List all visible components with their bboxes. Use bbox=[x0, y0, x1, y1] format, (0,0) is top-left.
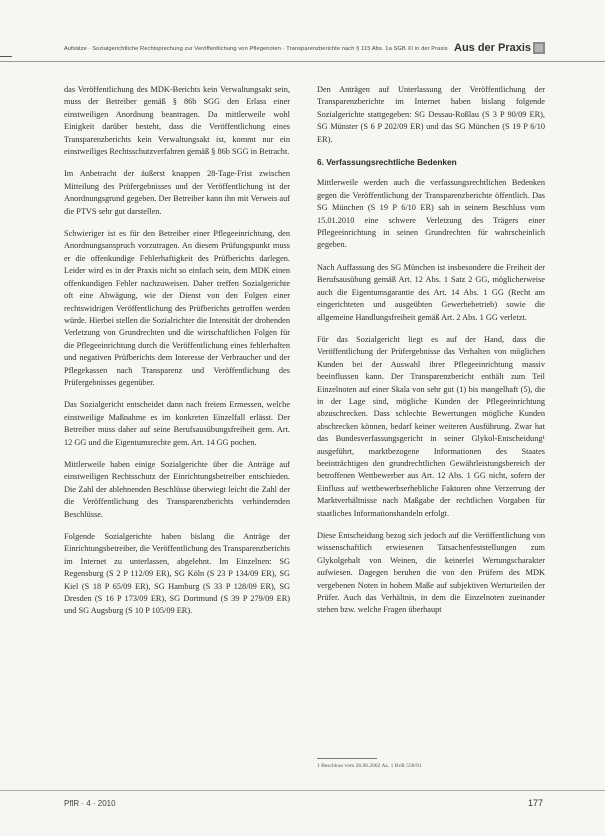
paragraph: das Veröffentlichung des MDK-Berichts kein Verwaltungsakt sein, muss der Betreiber gemäß § 86b SGG den Erlass einer einstweiligen Anordnung beantragen. Da mittlerweile wohl Einigkeit darüber besteht, dass die Veröffentlichung eines Transparenzberichts kein Verwaltungsakt ist, kommt nur ein einstweiliges Rechtsschutzverfahren gemäß § 86b SGG in Betracht. bbox=[64, 85, 290, 157]
paragraph: Nach Auffassung des SG München ist insbesondere die Freiheit der Berufsausübung gemäß Art. 12 Abs. 1 Satz 2 GG, möglicherweise auch die Eigentumsgarantie des Art. 14 Abs. 1 GG (Recht am eingerichteten und ausgeübten Gewerbebetrieb) sowie die allgemeine Handlungsfreiheit gemäß Art. 2 Abs. 1 GG verletzt. bbox=[317, 262, 545, 322]
page-number: 177 bbox=[528, 798, 544, 808]
section-label: Aus der Praxis bbox=[454, 42, 532, 54]
footer-rule bbox=[0, 790, 605, 791]
left-column bbox=[64, 84, 290, 628]
section-heading: 6. Verfassungsrechtliche Bedenken bbox=[317, 157, 457, 168]
paragraph: Das Sozialgericht entscheidet dann nach freiem Ermessen, welche einstweilige Maßnahme es im konkreten Einzelfall erlässt. Der Betreiber muss daher auf seine Berufsausübungsfreiheit gem. Art. 12 GG und die Eigentumsrechte gem. Art. 14 GG pochen. bbox=[64, 400, 290, 447]
footnote: 1 Beschluss vom 26.06.2002 Az. 1 BvR 558/91 bbox=[317, 763, 422, 769]
paragraph: Mittlerweile werden auch die verfassungsrechtlichen Bedenken gegen die Veröffentlichung der Transparenzberichte öffentlich. Das SG München (S 19 P 6/10 ER) sah in seinem Beschluss vom 15.01.2010 eine schwere Verletzung des Trägers einer Pflegeeinrichtung in seinen Grundrechten für wahrscheinlich gegeben. bbox=[317, 178, 545, 250]
paragraph: Den Anträgen auf Unterlassung der Veröffentlichung der Transparenzberichte im Internet haben bislang folgende Sozialgerichte stattgegeben: SG Dessau-Roßlau (S 3 P 90/09 ER), SG Münster (S 6 P 202/09 ER) und das SG München (S 19 P 6/10 ER). bbox=[317, 85, 545, 144]
right-column bbox=[317, 84, 545, 627]
paragraph: Schwieriger ist es für den Betreiber einer Pflegeeinrichtung, den Anordnungsanspruch vorzutragen. An diesem Prüfungspunkt muss er die offenkundige Fehlerhaftigkeit des Prüfberichts darlegen. Leider wird es in der Praxis nicht so einfach sein, dem MDK einen offenkundigen Fehler nachzuweisen. Daher treffen Sozialgerichte oft eine Abwägung, wie der Dienst von den Folgen einer rechtswidrigen Veröffentlichung des Prüfberichts getroffen werden würde. Hierbei stellen die Sozialrichter die Intensität der drohenden Verletzung von Grundrechten und die wirtschaftlichen Folgen für die Pflegeeinrichtung durch die Veröffentlichung eines fehlerhaften und negativen Prüfberichts dem Interesse der Verbraucher und der Pflegekassen nach Transparenz und Veröffentlichung des Prüfergebnisses gegenüber. bbox=[64, 229, 290, 387]
paragraph: Mittlerweile haben einige Sozialgerichte über die Anträge auf einstweiligen Rechtsschutz der Einrichtungsbetreiber entschieden. Die Zahl der ablehnenden Beschlüsse überwiegt leicht die Zahl der die Veröffentlichung des Transparenzberichts verhindernden Beschlüsse. bbox=[64, 459, 290, 519]
paragraph: Folgende Sozialgerichte haben bislang die Anträge der Einrichtungsbetreiber, die Veröffentlichung des Transparenzberichts im Internet zu unterlassen, abgelehnt. Im Einzelnen: SG Regensburg (S 2 P 112/09 ER), SG Köln (S 23 P 134/09 ER), SG Kiel (S 18 P 65/09 ER), SG Hamburg (S 33 P 128/09 ER), SG Dresden (S 16 P 173/09 ER), SG Dortmund (S 39 P 279/09 ER) und SG Augsburg (S 10 P 105/09 ER). bbox=[64, 532, 290, 616]
section-marker-icon bbox=[533, 42, 545, 54]
paragraph: Für das Sozialgericht liegt es auf der Hand, dass die Veröffentlichung der Prüfergebnisse das Verhalten von möglichen Kunden bei der Auswahl ihrer Pflegeeinrichtung massiv beeinflussen kann. Der Transparenzbericht enthält zum Teil Einzelnoten auf einer Skala von sehr gut (1) bis mangelhaft (5), die in der Lage sind, mögliche Kunden der Pflegeeinrichtung abzuschrecken. Dass schlechte Bewertungen mögliche Kunden abschrecken können, bedarf keiner weiteren Ausführung. Zwar hat das Bundesverfassungsgericht in seiner Glykol-Entscheidung¹ ausgeführt, marktbezogene Informationen des Staates beeinträchtigen den grundrechtlichen Gewährleistungsbereich der betroffenen Wettbewerber aus Art. 12 Abs. 1 GG nicht, sofern der Einfluss auf wettbewerbserhebliche Faktoren ohne Verzerrung der Marktverhältnisse nach Maßgabe der rechtlichen Vorgaben für staatliches Informationshandeln erfolgt. bbox=[317, 334, 545, 518]
page-header bbox=[0, 40, 605, 62]
header-rule bbox=[0, 61, 605, 62]
journal-issue: PflR · 4 · 2010 bbox=[64, 799, 116, 808]
running-title: Aufsätze · Sozialgerichtliche Rechtsprechung zur Veröffentlichung von Pflegenoten · Transparenzberichte nach § 115 Abs. 1a SGB XI in der Praxis bbox=[64, 46, 448, 52]
footnote-rule bbox=[317, 758, 377, 759]
paragraph: Im Anbetracht der äußerst knappen 28-Tage-Frist zwischen Mitteilung des Prüfergebnisses und der Veröffentlichung ist der Anordnungsgrund gegeben. Der Betreiber kann ihn mit Verweis auf die PTVS sehr gut darstellen. bbox=[64, 169, 290, 216]
paragraph: Diese Entscheidung bezog sich jedoch auf die Veröffentlichung von wissenschaftlich erwiesenen Tatsachenfeststellungen zum Glykolgehalt von Weinen, die keinerlei Wertungscharakter aufwiesen. Dagegen beruhen die von den Prüfern des MDK vergebenen Noten in hohem Maße auf subjektiven Werturteilen der Prüfer. Auch das Verhältnis, in dem die Einzelnoten zueinander stehen bzw. welche Fragen überhaupt bbox=[317, 531, 545, 615]
